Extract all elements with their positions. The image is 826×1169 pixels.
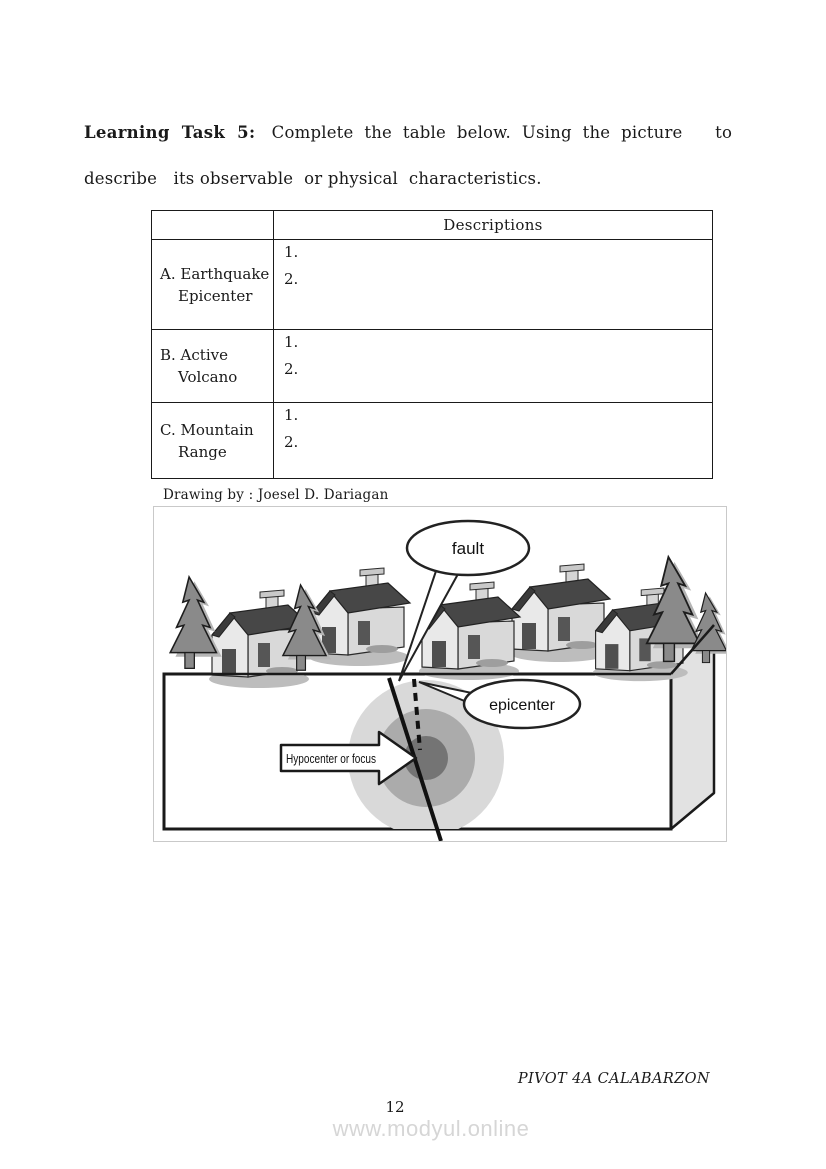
watermark: www.modyul.online: [332, 1116, 530, 1141]
fault-label: fault: [451, 539, 485, 558]
epicenter-label: epicenter: [489, 697, 555, 714]
desc-item-number: 1.: [284, 243, 299, 261]
hypocenter-label: Hypocenter or focus: [286, 752, 376, 766]
desc-item-number: 1.: [284, 406, 299, 424]
table-header-row: [152, 211, 713, 240]
learning-task-instruction-line1: Complete the table below. Using the picture to: [255, 123, 733, 142]
desc-item-number: 1.: [284, 333, 299, 351]
descriptions-table: [151, 210, 713, 479]
desc-cell-active-volcano: [274, 330, 713, 403]
footer-brand: PIVOT 4A CALABARZON: [517, 1071, 710, 1087]
table-header-empty-cell: [152, 211, 274, 240]
drawing-credit-caption: Drawing by : Joesel D. Dariagan: [163, 487, 389, 503]
house: [509, 564, 610, 662]
earthquake-diagram-figure: [153, 506, 727, 842]
table-header-descriptions: Descriptions: [274, 211, 713, 240]
desc-item-number: 2.: [284, 433, 299, 451]
desc-cell-mountain-range: [274, 403, 713, 479]
learning-task-instruction-line2: describe its observable or physical characteristics.: [84, 169, 542, 188]
desc-item-number: 2.: [284, 270, 299, 288]
pine-tree: [170, 577, 221, 668]
desc-cell-earthquake-epicenter: [274, 240, 713, 330]
page-number: 12: [385, 1098, 405, 1116]
table-row-earthquake-epicenter: [152, 240, 713, 330]
earthquake-diagram: [154, 507, 726, 841]
learning-task-title: Learning Task 5:: [84, 123, 256, 142]
row-label-earthquake-epicenter: A. Earthquake Epicenter: [152, 240, 274, 330]
row-label-mountain-range: C. Mountain Range: [152, 403, 274, 479]
learning-task-heading: [84, 121, 774, 190]
desc-item-number: 2.: [284, 360, 299, 378]
row-label-active-volcano: B. Active Volcano: [152, 330, 274, 403]
table-row-active-volcano: [152, 330, 713, 403]
table-row-mountain-range: [152, 403, 713, 479]
